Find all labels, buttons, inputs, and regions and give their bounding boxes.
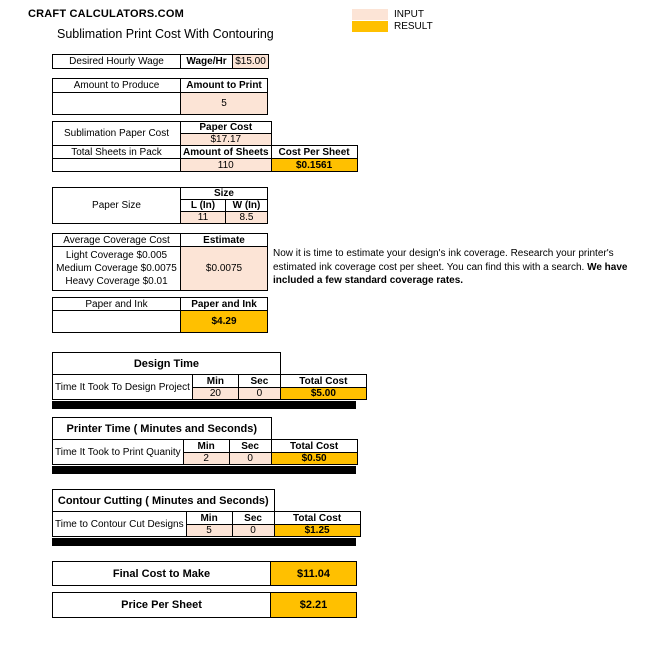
amount-table — [52, 78, 268, 115]
divider-bar — [52, 466, 356, 474]
wage-table — [52, 54, 269, 69]
paper-size-table — [52, 187, 268, 224]
paper-cost-input[interactable]: $17.17 — [181, 134, 272, 146]
light-coverage-rate: Light Coverage $0.005 — [65, 250, 168, 261]
coverage-label: Average Coverage Cost — [53, 234, 181, 247]
printer-time-title: Printer Time ( Minutes and Seconds) — [53, 418, 272, 440]
empty-cell — [53, 93, 181, 115]
design-time-label: Time It Took To Design Project — [53, 375, 193, 400]
design-sec-input[interactable]: 0 — [238, 388, 280, 400]
contour-sec-header: Sec — [232, 512, 274, 525]
contour-total-result: $1.25 — [274, 525, 360, 537]
paper-ink-header: Paper and Ink — [181, 298, 268, 311]
result-color-swatch — [352, 21, 388, 32]
paper-cost-table — [52, 121, 358, 172]
legend-input-row — [352, 8, 433, 20]
coverage-note — [273, 247, 658, 288]
contour-sec-input[interactable]: 0 — [232, 525, 274, 537]
coverage-table — [52, 233, 268, 291]
wage-label: Desired Hourly Wage — [53, 55, 181, 69]
input-legend-label: INPUT — [394, 8, 424, 20]
length-input[interactable]: 11 — [181, 212, 226, 224]
contour-total-header: Total Cost — [274, 512, 360, 525]
design-sec-header: Sec — [238, 375, 280, 388]
printer-sec-input[interactable]: 0 — [229, 453, 271, 465]
paper-size-label: Paper Size — [53, 188, 181, 224]
medium-coverage-rate: Medium Coverage $0.0075 — [56, 263, 177, 274]
width-header: W (In) — [226, 200, 268, 212]
design-time-title: Design Time — [53, 353, 281, 375]
paper-ink-label: Paper and Ink — [53, 298, 181, 311]
wage-header: Wage/Hr — [181, 55, 233, 69]
legend-result-row — [352, 20, 433, 32]
page-title: Sublimation Print Cost With Contouring — [57, 27, 274, 41]
length-header: L (In) — [181, 200, 226, 212]
printer-time-label: Time It Took to Print Quanity — [53, 440, 184, 465]
design-time-table — [52, 352, 367, 400]
estimate-input[interactable]: $0.0075 — [181, 247, 268, 291]
design-min-input[interactable]: 20 — [192, 388, 238, 400]
design-total-header: Total Cost — [280, 375, 366, 388]
width-input[interactable]: 8.5 — [226, 212, 268, 224]
contour-cutting-title: Contour Cutting ( Minutes and Seconds) — [53, 490, 275, 512]
printer-time-table — [52, 417, 358, 465]
estimate-header: Estimate — [181, 234, 268, 247]
heavy-coverage-rate: Heavy Coverage $0.01 — [65, 276, 168, 287]
final-cost-result: $11.04 — [271, 562, 357, 586]
result-legend-label: RESULT — [394, 20, 433, 32]
empty-cell — [271, 134, 357, 146]
design-total-result: $5.00 — [280, 388, 366, 400]
sheets-in-pack-label: Total Sheets in Pack — [53, 146, 181, 159]
amount-of-sheets-header: Amount of Sheets — [181, 146, 272, 159]
contour-min-input[interactable]: 5 — [186, 525, 232, 537]
price-per-sheet-result: $2.21 — [271, 593, 357, 618]
empty-cell — [271, 122, 357, 134]
empty-cell — [271, 418, 357, 440]
size-header: Size — [181, 188, 268, 200]
final-cost-label: Final Cost to Make — [53, 562, 271, 586]
price-per-sheet-table — [52, 592, 357, 618]
paper-ink-table — [52, 297, 268, 333]
amount-header: Amount to Print — [181, 79, 268, 93]
empty-cell — [53, 311, 181, 333]
sheets-input[interactable]: 110 — [181, 159, 272, 172]
cost-per-sheet-result: $0.1561 — [271, 159, 357, 172]
divider-bar — [52, 401, 356, 409]
price-per-sheet-label: Price Per Sheet — [53, 593, 271, 618]
amount-label: Amount to Produce — [53, 79, 181, 93]
empty-cell — [274, 490, 360, 512]
paper-ink-result: $4.29 — [181, 311, 268, 333]
coverage-note-text: Now it is time to estimate your design's ink coverage. Research your printer's estimated ink coverage cost per sheet. You can find this with a search. — [273, 248, 614, 273]
coverage-rates-list — [53, 247, 181, 291]
empty-cell — [280, 353, 366, 375]
paper-cost-header: Paper Cost — [181, 122, 272, 134]
brand-title: CRAFT CALCULATORS.COM — [28, 8, 184, 20]
paper-cost-label: Sublimation Paper Cost — [53, 122, 181, 146]
printer-min-input[interactable]: 2 — [183, 453, 229, 465]
divider-bar — [52, 538, 356, 546]
printer-min-header: Min — [183, 440, 229, 453]
printer-total-result: $0.50 — [271, 453, 357, 465]
amount-input[interactable]: 5 — [181, 93, 268, 115]
color-legend — [352, 8, 433, 32]
printer-sec-header: Sec — [229, 440, 271, 453]
input-color-swatch — [352, 9, 388, 20]
coverage-note-bold-text: We have included a few standard coverage rates. — [273, 261, 628, 286]
final-cost-table — [52, 561, 357, 586]
contour-cutting-table — [52, 489, 361, 537]
contour-min-header: Min — [186, 512, 232, 525]
empty-cell — [53, 159, 181, 172]
contour-time-label: Time to Contour Cut Designs — [53, 512, 187, 537]
printer-total-header: Total Cost — [271, 440, 357, 453]
cost-per-sheet-header: Cost Per Sheet — [271, 146, 357, 159]
design-min-header: Min — [192, 375, 238, 388]
wage-input[interactable]: $15.00 — [233, 55, 269, 69]
